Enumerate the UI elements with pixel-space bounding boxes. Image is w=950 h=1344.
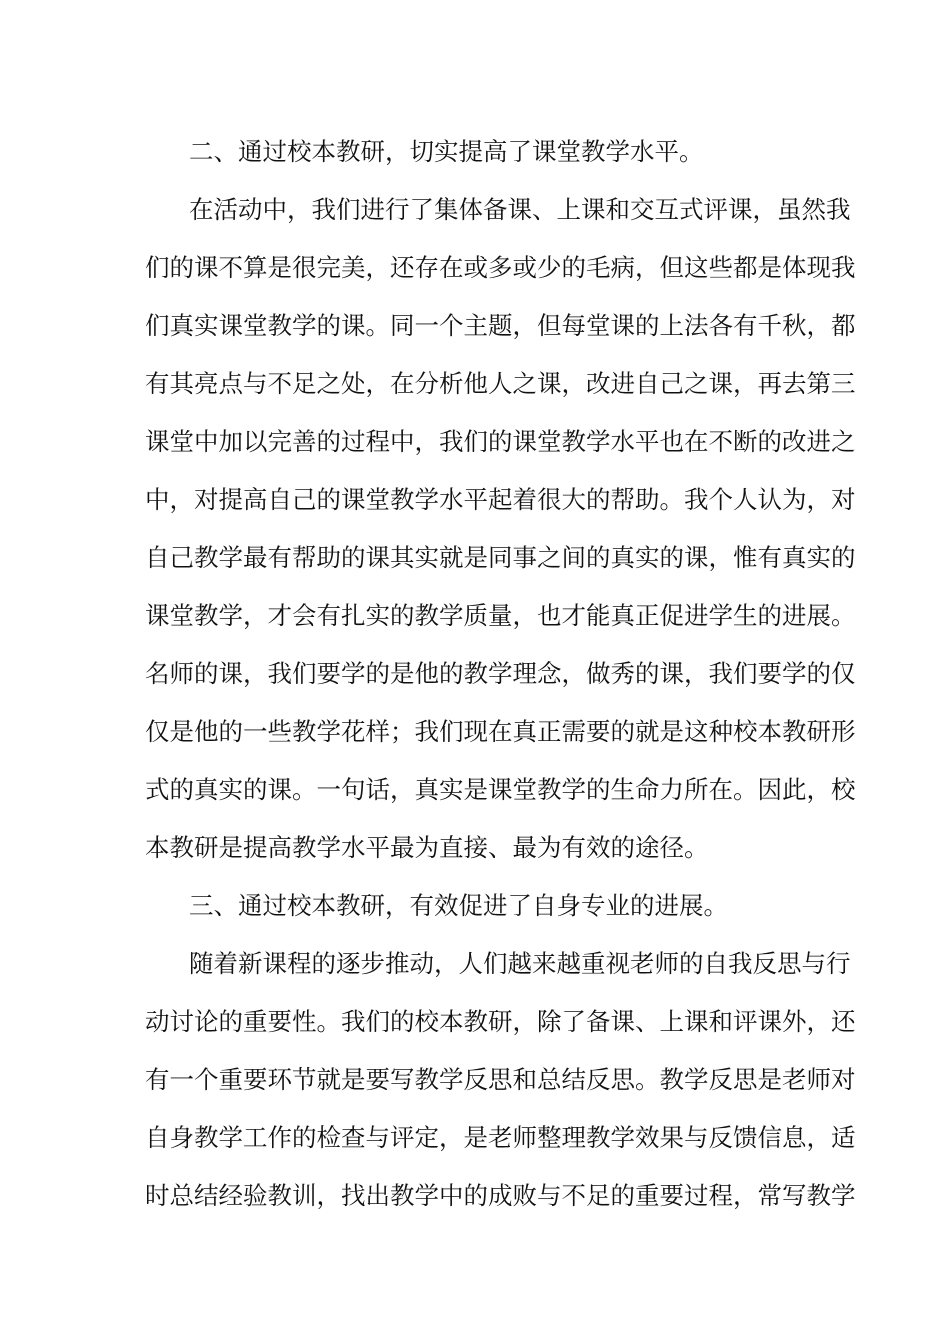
paragraph-line: 名师的课，我们要学的是他的教学理念，做秀的课，我们要学的仅	[145, 659, 856, 688]
paragraph-line: 自身教学工作的检查与评定，是老师整理教学效果与反馈信息，适	[145, 1123, 856, 1152]
paragraph-line: 们的课不算是很完美，还存在或多或少的毛病，但这些都是体现我	[145, 253, 856, 282]
paragraph-line: 本教研是提高教学水平最为直接、最为有效的途径。	[145, 833, 709, 862]
paragraph-line: 们真实课堂教学的课。同一个主题，但每堂课的上法各有千秋，都	[145, 311, 856, 340]
paragraph-line: 动讨论的重要性。我们的校本教研，除了备课、上课和评课外，还	[145, 1007, 856, 1036]
paragraph-line: 课堂教学，才会有扎实的教学质量，也才能真正促进学生的进展。	[145, 601, 856, 630]
paragraph-line: 式的真实的课。一句话，真实是课堂教学的生命力所在。因此，校	[145, 775, 856, 804]
paragraph-line: 随着新课程的逐步推动，人们越来越重视老师的自我反思与行	[189, 949, 851, 978]
paragraph-line: 中，对提高自己的课堂教学水平起着很大的帮助。我个人认为，对	[145, 485, 856, 514]
paragraph-line: 课堂中加以完善的过程中，我们的课堂教学水平也在不断的改进之	[145, 427, 856, 456]
section-heading-3: 三、通过校本教研，有效促进了自身专业的进展。	[189, 891, 728, 920]
section-heading-2: 二、通过校本教研，切实提高了课堂教学水平。	[189, 137, 704, 166]
paragraph-line: 自己教学最有帮助的课其实就是同事之间的真实的课，惟有真实的	[145, 543, 856, 572]
paragraph-line: 在活动中，我们进行了集体备课、上课和交互式评课，虽然我	[189, 195, 851, 224]
paragraph-line: 仅是他的一些教学花样；我们现在真正需要的就是这种校本教研形	[145, 717, 856, 746]
paragraph-line: 有其亮点与不足之处，在分析他人之课，改进自己之课，再去第三	[145, 369, 856, 398]
paragraph-line: 有一个重要环节就是要写教学反思和总结反思。教学反思是老师对	[145, 1065, 856, 1094]
paragraph-line: 时总结经验教训，找出教学中的成败与不足的重要过程，常写教学	[145, 1181, 856, 1210]
